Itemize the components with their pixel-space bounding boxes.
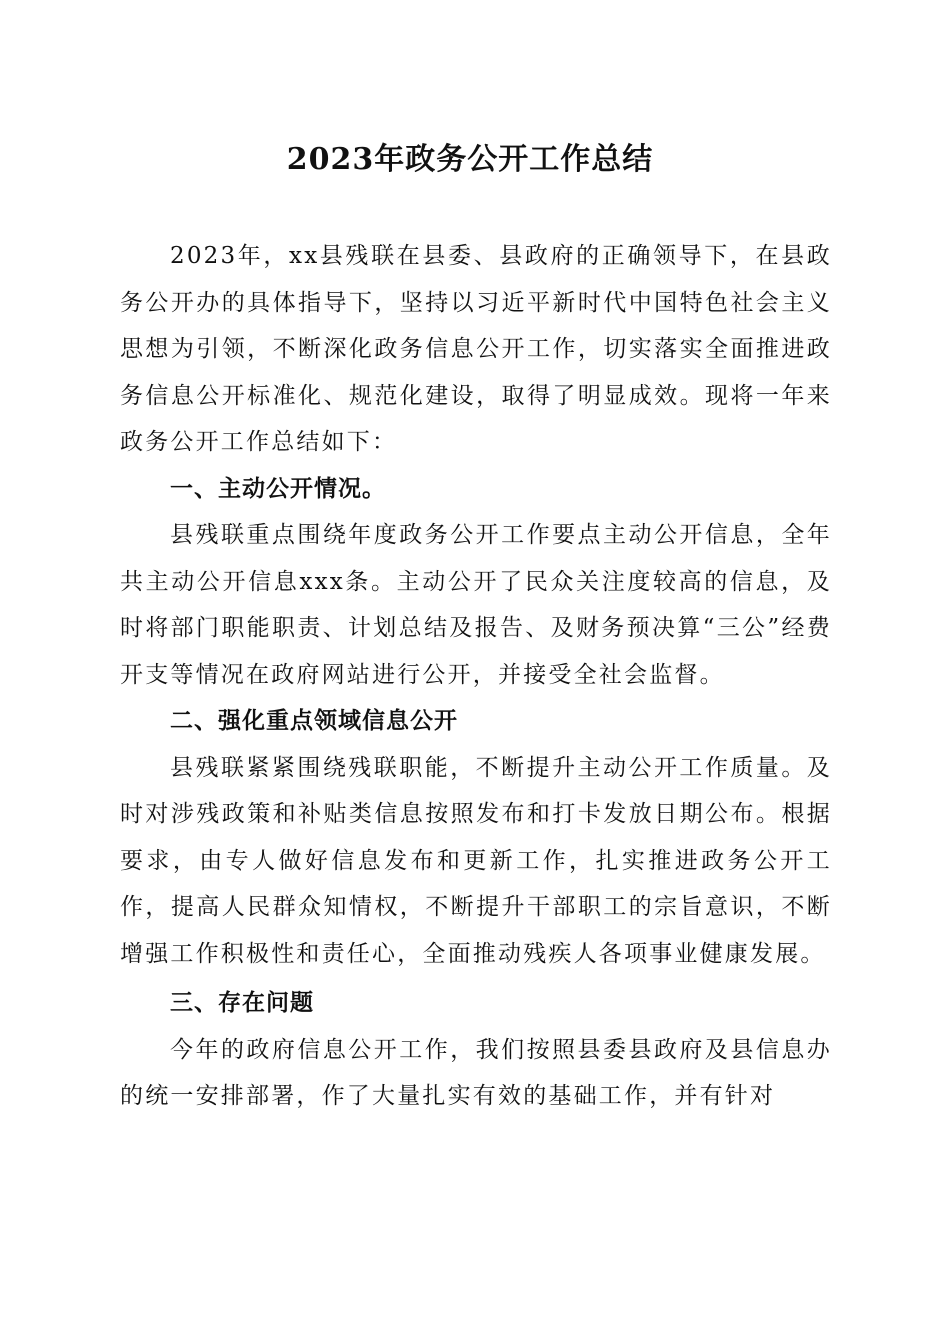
section-1-paragraph: 县残联重点围绕年度政务公开工作要点主动公开信息，全年共主动公开信息xxx条。主动公开了民众关注度较高的信息，及时将部门职能职责、计划总结及报告、及财务预决算“三公”经费开支等情况在政府网站进行公开，并接受全社会监督。 xyxy=(120,522,832,688)
section-2-heading: 二、强化重点领域信息公开 xyxy=(170,708,458,734)
document-title: 2023年政务公开工作总结 xyxy=(286,142,654,177)
document-body xyxy=(120,233,832,1120)
section-1-heading: 一、主动公开情况。 xyxy=(170,475,386,502)
intro-paragraph: 2023年，xx县残联在县委、县政府的正确领导下，在县政务公开办的具体指导下，坚持以习近平新时代中国特色社会主义思想为引领，不断深化政务信息公开工作，切实落实全面推进政务信息公开标准化、规范化建设，取得了明显成效。现将一年来政务公开工作总结如下： xyxy=(120,243,832,455)
section-2-paragraph: 县残联紧紧围绕残联职能，不断提升主动公开工作质量。及时对涉残政策和补贴类信息按照发布和打卡发放日期公布。根据要求，由专人做好信息发布和更新工作，扎实推进政务公开工作，提高人民群众知情权，不断提升干部职工的宗旨意识，不断增强工作积极性和责任心，全面推动残疾人各项事业健康发展。 xyxy=(120,754,832,967)
section-3-paragraph: 今年的政府信息公开工作，我们按照县委县政府及县信息办的统一安排部署，作了大量扎实有效的基础工作，并有针对 xyxy=(120,1036,832,1109)
section-3-heading: 三、存在问题 xyxy=(170,990,314,1016)
